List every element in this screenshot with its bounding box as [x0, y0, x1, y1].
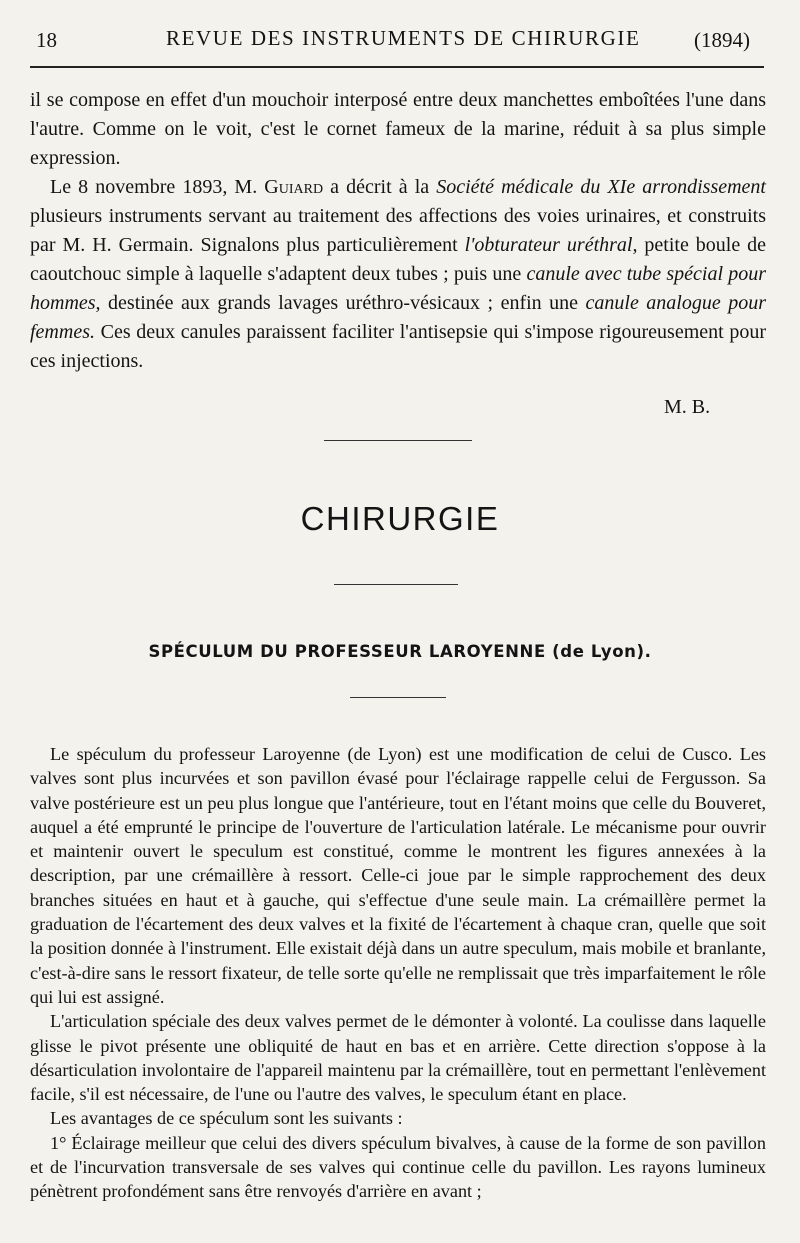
article-paragraph-2: L'articulation spéciale des deux valves permet de le démonter à volonté. La coulisse dans laquelle glisse le pivot présente une obliquité de haut en bas et en arrière. Cette direction s'oppose à la désarticulation involontaire de l'appareil maintenu par la crémaillère, tout en permettant l'enlèvement facile, s'il est nécessaire, de l'une ou l'autre des valves, le speculum étant en place. [30, 1011, 766, 1105]
society-name: Société médicale du XIe arrondissement [436, 176, 766, 198]
article-paragraph-4: 1° Éclairage meilleur que celui des divers spéculum bivalves, à cause de la forme de son pavillon et de l'incurvation transversale de ses valves qui continue celle du pavillon. Les rayons lumineux pénètrent profondément sans être renvoyés d'arrière en avant ; [30, 1132, 766, 1202]
intro-paragraph-1: il se compose en effet d'un mouchoir interposé entre deux manchettes emboîtées l'une dans l'autre. Comme on le voit, c'est le cornet fameux de la marine, réduit à sa plus simple expression. [30, 89, 766, 169]
separator-rule [324, 440, 472, 441]
page-number: 18 [36, 28, 57, 52]
intro-paragraph-2: Le 8 novembre 1893, M. Guiard a décrit à la Société médicale du XIe arrondissement plusieurs instruments servant au traitement des affections des voies urinaires, et construits par M. H. Germain. Signalons plus particulièrement l'obturateur uréthral, petite boule de caoutchouc simple à laquelle s'adaptent deux tubes ; puis une canule avec tube spécial pour hommes, destinée aux grands lavages uréthro-vésicaux ; enfin une canule analogue pour femmes. Ces deux canules paraissent faciliter l'antisepsie qui s'impose rigoureusement pour ces injections. [30, 176, 767, 372]
intro-text [30, 86, 766, 376]
article-body [30, 742, 766, 1204]
person-name-guiard: Guiard [264, 176, 324, 198]
separator-rule [350, 697, 446, 698]
instrument-name-canule-hommes: canule avec tube spécial pour hommes, [30, 263, 766, 314]
journal-title: REVUE DES INSTRUMENTS DE CHIRURGIE [166, 26, 641, 50]
author-signature: M. B. [664, 396, 711, 418]
separator-rule [334, 584, 458, 585]
section-title: CHIRURGIE [300, 500, 500, 537]
article-title: SPÉCULUM DU PROFESSEUR LAROYENNE (de Lyon). [148, 642, 652, 661]
instrument-name-obturateur: l'obturateur uréthral, [464, 234, 638, 256]
instrument-name-canule-femmes: canule analogue pour femmes. [30, 292, 767, 343]
header-year: (1894) [694, 28, 750, 52]
article-paragraph-3: Les avantages de ce spéculum sont les suivants : [50, 1108, 403, 1129]
running-header [36, 22, 764, 56]
header-rule [30, 66, 764, 68]
article-paragraph-1: Le spéculum du professeur Laroyenne (de Lyon) est une modification de celui de Cusco. Les valves sont plus incurvées et son pavillon évasé pour l'éclairage rappelle celui de Fergusson. Sa valve postérieure est un peu plus longue que l'antérieure, tout en l'étant moins que celle du Bouveret, auquel a été emprunté le principe de l'ouverture de l'articulation latérale. Le mécanisme pour ouvrir et maintenir ouvert le speculum est constitué, comme le montrent les figures annexées à la description, par une crémaillère à ressort. Celle-ci joue par le simple rapprochement des deux branches situées en haut et à gauche, qui s'effectue d'une seule main. La crémaillère permet la graduation de l'écartement des deux valves et la fixité de l'écartement à chaque cran, quelle que soit la position donnée à l'instrument. Elle existait déjà dans un autre speculum, mais mobile et branlante, c'est-à-dire sans le ressort fixateur, de telle sorte qu'elle ne remplissait que très imparfaitement le rôle qui lui est assigné. [30, 744, 766, 1007]
